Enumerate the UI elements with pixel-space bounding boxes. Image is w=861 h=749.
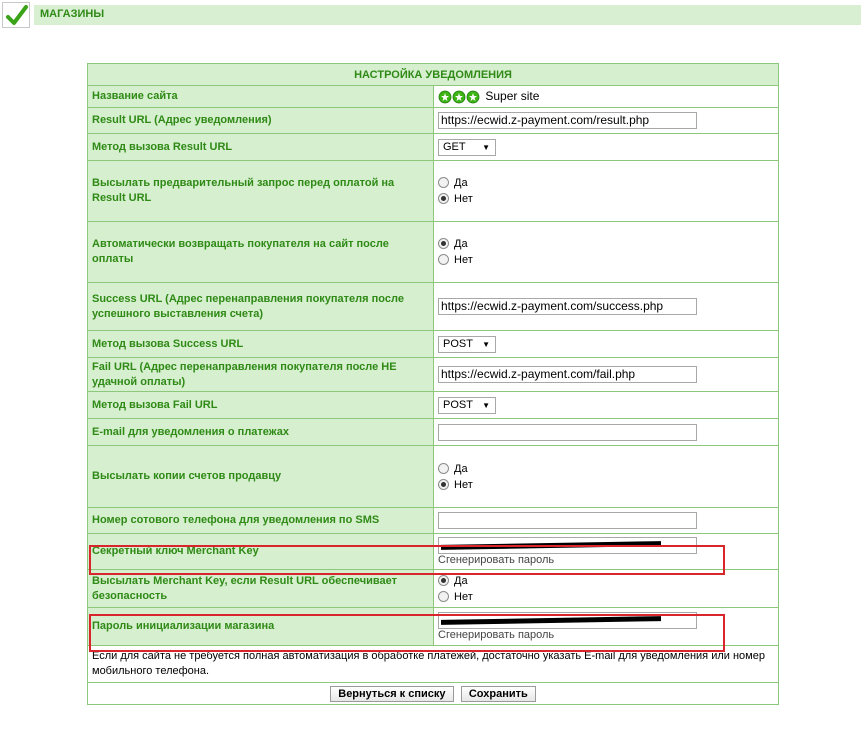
label-site-name: Название сайта	[88, 86, 434, 108]
label-init-password: Пароль инициализации магазина	[88, 608, 434, 646]
prerequest-no-option[interactable]	[438, 191, 774, 207]
label-result-method: Метод вызова Result URL	[88, 134, 434, 161]
email-input[interactable]	[438, 424, 697, 441]
rating-stars-icon	[438, 90, 482, 104]
radio-label-yes: Да	[454, 462, 468, 475]
label-prerequest: Высылать предварительный запрос перед оплатой на Result URL	[88, 161, 434, 222]
notification-settings-table	[87, 63, 779, 705]
fail-url-input[interactable]: https://ecwid.z-payment.com/fail.php	[438, 366, 697, 383]
table-title: НАСТРОЙКА УВЕДОМЛЕНИЯ	[88, 64, 779, 86]
label-sms: Номер сотового телефона для уведомления по SMS	[88, 508, 434, 534]
autoreturn-yes-option[interactable]	[438, 236, 774, 252]
result-url-input[interactable]: https://ecwid.z-payment.com/result.php	[438, 112, 697, 129]
chevron-down-icon: ▼	[482, 339, 490, 349]
result-method-select[interactable]	[438, 139, 496, 156]
success-method-select[interactable]	[438, 336, 496, 353]
page-title: МАГАЗИНЫ	[40, 8, 105, 20]
radio-label-no: Нет	[454, 193, 473, 205]
radio-label-yes: Да	[454, 238, 468, 250]
header-band	[34, 5, 861, 25]
label-success-method: Метод вызова Success URL	[88, 331, 434, 358]
generate-init-password-link[interactable]: Сгенерировать пароль	[438, 629, 555, 641]
label-email: E-mail для уведомления о платежах	[88, 419, 434, 446]
save-button[interactable]: Сохранить	[461, 686, 536, 702]
back-to-list-button[interactable]: Вернуться к списку	[330, 686, 453, 702]
radio-label-no: Нет	[454, 590, 473, 603]
copies-yes-option[interactable]	[438, 461, 774, 477]
label-result-url: Result URL (Адрес уведомления)	[88, 108, 434, 134]
radio-label-yes: Да	[454, 574, 468, 587]
help-note: Если для сайта не требуется полная автоматизация в обработке платежей, достаточно указать E-mail для уведомления или номер мобильного телефона.	[88, 646, 779, 683]
radio-button-selected[interactable]	[438, 575, 449, 586]
success-url-input[interactable]: https://ecwid.z-payment.com/success.php	[438, 298, 697, 315]
radio-button-selected[interactable]	[438, 479, 449, 490]
chevron-down-icon: ▼	[482, 142, 490, 152]
check-icon	[2, 2, 30, 28]
radio-label-yes: Да	[454, 177, 468, 189]
highlight-init-password	[89, 614, 725, 652]
result-method-value: GET	[443, 140, 466, 153]
success-method-value: POST	[443, 337, 473, 350]
label-success-url: Success URL (Адрес перенаправления покупателя после успешного выставления счета)	[88, 283, 434, 331]
radio-button-selected[interactable]	[438, 193, 449, 204]
page-header	[0, 0, 861, 30]
radio-button-selected[interactable]	[438, 238, 449, 249]
radio-label-no: Нет	[454, 478, 473, 491]
radio-label-no: Нет	[454, 254, 473, 266]
label-copies: Высылать копии счетов продавцу	[88, 446, 434, 508]
site-name-cell	[434, 86, 779, 108]
label-fail-method: Метод вызова Fail URL	[88, 392, 434, 419]
radio-button[interactable]	[438, 177, 449, 188]
label-send-key: Высылать Merchant Key, если Result URL обеспечивает безопасность	[88, 570, 434, 608]
action-bar	[88, 683, 779, 705]
autoreturn-no-option[interactable]	[438, 252, 774, 268]
label-merchant-key: Секретный ключ Merchant Key	[88, 534, 434, 570]
highlight-merchant-key	[89, 545, 725, 575]
site-name-value: Super site	[485, 89, 540, 104]
prerequest-yes-option[interactable]	[438, 175, 774, 191]
sms-phone-input[interactable]	[438, 512, 697, 529]
chevron-down-icon: ▼	[482, 400, 490, 410]
radio-button[interactable]	[438, 591, 449, 602]
radio-button[interactable]	[438, 254, 449, 265]
radio-button[interactable]	[438, 463, 449, 474]
copies-no-option[interactable]	[438, 477, 774, 493]
send-key-no-option[interactable]	[438, 589, 774, 605]
label-autoreturn: Автоматически возвращать покупателя на сайт после оплаты	[88, 222, 434, 283]
fail-method-value: POST	[443, 398, 473, 411]
fail-method-select[interactable]	[438, 397, 496, 414]
generate-merchant-key-link[interactable]: Сгенерировать пароль	[438, 554, 555, 566]
label-fail-url: Fail URL (Адрес перенаправления покупателя после НЕ удачной оплаты)	[88, 358, 434, 392]
